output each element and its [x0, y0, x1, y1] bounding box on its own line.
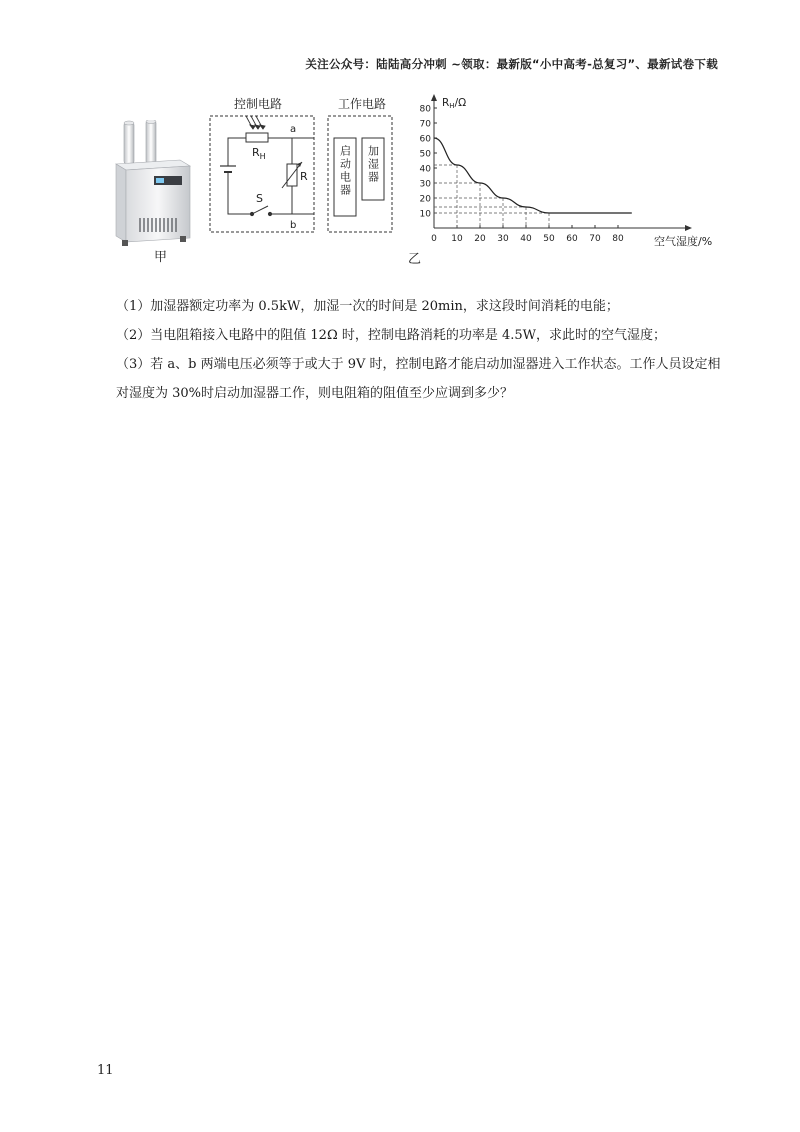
x-tick-label-4: 40: [520, 234, 532, 244]
figure-label-yi: 乙: [408, 252, 422, 267]
circuit-diagram: [206, 96, 406, 236]
question-1: （1）加湿器额定功率为 0.5kW，加湿一次的时间是 20min，求这段时间消耗的电能；: [116, 299, 619, 314]
x-tick-label-6: 60: [566, 234, 578, 244]
figure-area: [0, 88, 800, 268]
x-tick-label-2: 20: [474, 234, 486, 244]
header-note: 关注公众号：陆陆高分冲刺 ~领取：最新版“小中高考-总复习”、最新试卷下载: [305, 57, 718, 71]
question-2: （2）当电阻箱接入电路中的阻值 12Ω 时，控制电路消耗的功率是 4.5W，求此时的空气湿度；: [116, 328, 667, 343]
y-tick-label-6: 70: [419, 119, 431, 130]
rh-curve-line: [434, 138, 632, 213]
y-axis-label: RH/Ω: [442, 97, 467, 110]
rh-humidity-chart: [418, 92, 728, 252]
switch-s-icon: [250, 206, 271, 216]
x-tick-label-8: 80: [612, 234, 624, 244]
x-tick-label-3: 30: [497, 234, 509, 244]
control-circuit-title: 控制电路: [234, 97, 283, 111]
y-tick-label-4: 50: [419, 149, 431, 160]
humidifier-image: [110, 120, 194, 250]
question-list: [116, 292, 726, 408]
work-circuit-title: 工作电路: [338, 97, 387, 111]
y-tick-label-5: 60: [419, 134, 431, 145]
x-axis-label: 空气湿度/%: [654, 235, 713, 248]
rh-label: $R_H$: [252, 146, 266, 161]
page-number: 11: [97, 1063, 114, 1078]
y-tick-label-2: 30: [419, 179, 431, 190]
terminal-a-label: a: [290, 124, 297, 135]
humidifier-label: 加湿器: [366, 145, 380, 184]
question-3: （3）若 a、b 两端电压必须等于或大于 9V 时，控制电路才能启动加湿器进入工作状态。工作人员设定相对湿度为 30%时启动加湿器工作，则电阻箱的阻值至少应调到多少？: [116, 357, 721, 401]
y-tick-label-7: 80: [419, 104, 431, 115]
y-tick-label-0: 10: [419, 209, 431, 220]
y-tick-label-1: 20: [419, 194, 431, 205]
x-tick-label-7: 70: [589, 234, 601, 244]
photoresistor-rh: [246, 133, 268, 142]
light-arrows-icon: [246, 116, 265, 129]
x-tick-label-5: 50: [543, 234, 555, 244]
figure-label-jia: 甲: [154, 250, 168, 265]
x-tick-label-1: 10: [451, 234, 463, 244]
r-label: R: [300, 170, 308, 183]
y-axis-arrow-icon: [431, 94, 437, 101]
s-label: S: [256, 192, 263, 205]
y-tick-label-3: 40: [419, 164, 431, 175]
starter-device-label: 启动电器: [338, 145, 352, 197]
x-axis-arrow-icon: [685, 225, 692, 231]
battery-icon: [220, 166, 236, 172]
terminal-b-label: b: [290, 220, 297, 231]
x-tick-label-0: 0: [431, 234, 437, 244]
